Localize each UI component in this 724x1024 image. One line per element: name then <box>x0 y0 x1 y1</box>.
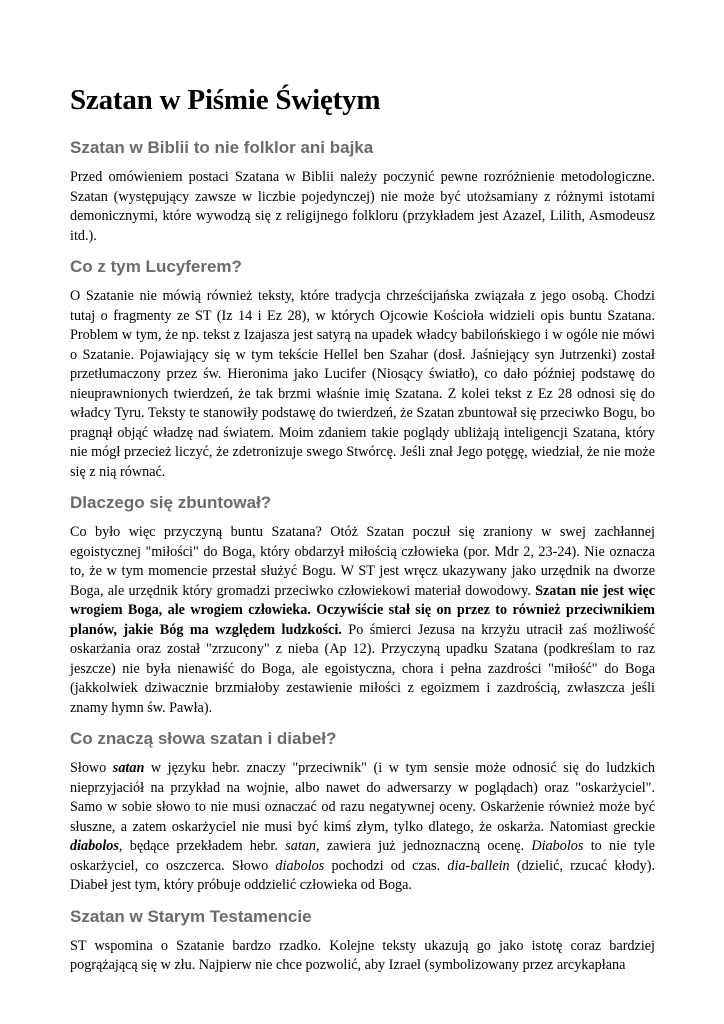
text-run: ST wspomina o Szatanie bardzo rzadko. Kolejne teksty ukazują go jako istotę coraz bardziej pogrążającą się w złu. Najpierw nie chce pozwolić, aby Izrael (symbolizowany przez arcykapłana <box>70 937 655 973</box>
section-heading-st: Szatan w Starym Testamencie <box>70 906 312 926</box>
section-heading-lucyfer: Co z tym Lucyferem? <box>70 257 242 276</box>
section-paragraph-folklor <box>70 168 655 246</box>
section-heading-folklor: Szatan w Biblii to nie folklor ani bajka <box>70 138 374 157</box>
text-run: , będące przekładem hebr. <box>118 838 286 854</box>
text-run: Słowo <box>70 760 113 776</box>
section-heading-slowa: Co znaczą słowa szatan i diabeł? <box>70 729 337 748</box>
text-run: pochodzi od czas. <box>324 857 448 874</box>
text-run: Po śmierci Jezusa na krzyżu utracił zaś możliwość oskarżania oraz został "zrzucony" z nieba (Ap 12). Przyczyną upadku Szatana (podkreślam to raz jeszcze) nie była nienawiść do Boga, ale egoistyczna, chora i pełna zazdrości "miłość" do Boga (jakkolwiek dziwacznie brzmiałoby zestawienie miłości z egoizmem i zazdrością, zwłaszcza jeśli znamy hymn św. Pawła). <box>70 621 655 716</box>
italic-term: diabolos <box>275 857 325 874</box>
text-run: w języku hebr. znaczy "przeciwnik" (i w tym sensie może odnosić się do ludzkich nieprzyjaciół na przykład na wojnie, albo nawet do adwersarzy w poglądach) oraz "oskarżyciel". Samo w sobie słowo to nie musi oznaczać od razu negatywnej oceny. Oskarżenie również może być słuszne, a zatem oskarżyciel nie musi być kimś złym, tylko dlatego, że oskarża. Natomiast greckie <box>70 760 655 835</box>
document-page <box>70 80 655 976</box>
text-run: Przed omówieniem postaci Szatana w Biblii należy poczynić pewne rozróżnienie metodologiczne. Szatan (występujący zawsze w liczbie pojedynczej) nie może być utożsamiany z różnymi istotami demonicznymi, które wywodzą się z religijnego folkloru (przykładem jest Azazel, Lilith, Asmodeusz itd.). <box>70 169 655 244</box>
text-run: , zawiera już jednoznaczną ocenę. <box>315 838 532 854</box>
bold-text-run: Szatan nie jest więc wrogiem Boga, ale wrogiem człowieka. Oczywiście stał się on przez to również przeciwnikiem planów, jakie Bóg ma względem ludzkości. <box>70 582 656 638</box>
text-run: to nie tyle oskarżyciel, co oszczerca. Słowo <box>70 838 655 874</box>
section-paragraph-bunt <box>70 523 655 718</box>
page-title: Szatan w Piśmie Świętym <box>70 84 381 116</box>
bold-italic-term: satan <box>112 760 145 776</box>
italic-term: Diabolos <box>531 838 584 854</box>
text-run: Co było więc przyczyną buntu Szatana? Otóż Szatan poczuł się zraniony w swej zachłannej egoistycznej "miłości" do Boga, który obdarzył miłością człowieka (por. Mdr 2, 23-24). Nie oznacza to, że w tym momencie przestał służyć Bogu. W ST jest wręcz ukazywany jako urzędnik na dworze Boga, ale urzędnik który gromadzi przeciwko człowiekowi materiał dowodowy. <box>70 524 655 599</box>
bold-italic-term: diabolos <box>70 838 119 854</box>
text-run: O Szatanie nie mówią również teksty, które tradycja chrześcijańska związała z jego osobą. Chodzi tutaj o fragmenty ze ST (Iz 14 i Ez 28), w których Ojcowie Kościoła widzieli opis buntu Szatana. Problem w tym, że np. tekst z Izajasza jest satyrą na upadek władcy babilońskiego i w ogóle nie mówi o Szatanie. Pojawiający się w tym tekście Hellel ben Szahar (dosł. Jaśniejący syn Jutrzenki) został przetłumaczony przez św. Hieronima jako Lucifer (Niosący światło), co dało później podstawę do nieuprawnionych twierdzeń, że tak brzmi właśnie imię Szatana. Z kolei tekst z Ez 28 odnosi się do władcy Tyru. Teksty te stanowiły podstawę do twierdzeń, że Szatan zbuntował się przeciwko Bogu, bo pragnął objąć władzę nad światem. Moim zdaniem takie poglądy ubliżają inteligencji Szatana, który nie mógł przecież liczyć, że zdetronizuje swego Stwórcę. Jeśli znał Jego potęgę, wiedział, że nie może się z nią równać. <box>70 288 655 480</box>
section-heading-bunt: Dlaczego się zbuntował? <box>70 493 272 512</box>
section-paragraph-slowa <box>70 759 655 896</box>
section-paragraph-st <box>70 937 655 976</box>
italic-term: satan <box>285 838 316 854</box>
section-paragraph-lucyfer <box>70 287 655 482</box>
text-run: (dzielić, rzucać kłody). Diabeł jest tym, który próbuje oddzielić człowieka od Boga. <box>70 857 655 893</box>
italic-term: dia-ballein <box>447 857 510 874</box>
